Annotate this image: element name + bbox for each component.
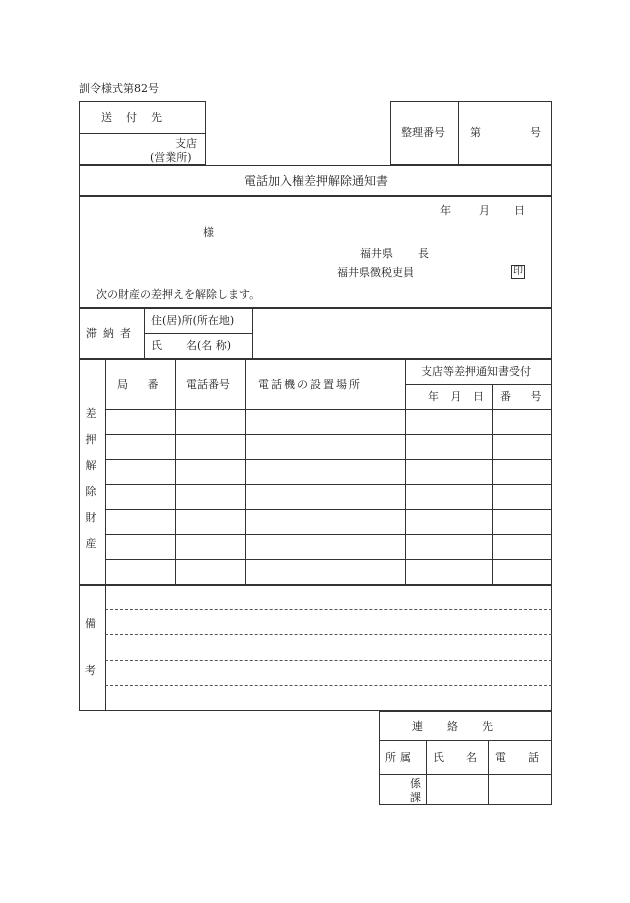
form-number: 訓令様式第82号 <box>79 82 159 95</box>
sender-label: 送付先 <box>101 111 176 124</box>
contact-name: 氏名 <box>433 751 499 764</box>
remarks-label-2: 考 <box>85 664 96 677</box>
issuer-pref: 福井県 <box>360 247 393 260</box>
branch-office-label: (営業所) <box>150 151 192 164</box>
taxpayer-label: 滞納者 <box>86 327 137 340</box>
contact-phone: 電話 <box>495 751 561 764</box>
col-receipt: 支店等差押通知書受付 <box>421 365 531 378</box>
page-title: 電話加入権差押解除通知書 <box>244 174 389 188</box>
reference-label: 整理番号 <box>401 126 445 139</box>
col-office: 局 番 <box>117 378 159 391</box>
contact-kakari: 係 <box>410 777 421 790</box>
contact-ka: 課 <box>410 791 421 804</box>
address-label: 住(居)所(所在地) <box>151 314 235 327</box>
contact-label: 連絡先 <box>412 720 517 733</box>
issuer-chief: 長 <box>418 247 429 260</box>
branch-label: 支店 <box>175 137 197 150</box>
name-label-1: 氏 <box>151 339 162 352</box>
col-receipt-number: 番 号 <box>500 390 542 403</box>
statement: 次の財産の差押えを解除します。 <box>96 288 261 301</box>
name-label-2: 名(名 称) <box>186 339 232 352</box>
date-day: 日 <box>514 204 525 217</box>
remarks-label-1: 備 <box>85 617 96 630</box>
col-phone: 電話番号 <box>186 378 230 391</box>
contact-dept: 所属 <box>385 751 415 764</box>
reference-dai: 第 <box>470 126 481 139</box>
remarks-box <box>79 584 552 711</box>
col-location: 電話機の設置場所 <box>258 378 362 391</box>
issuer-officer: 福井県徴税吏員 <box>337 266 414 279</box>
reference-go: 号 <box>530 126 541 139</box>
property-side-label: 差 押 解 除 財 産 <box>85 407 97 550</box>
date-year: 年 <box>440 204 451 217</box>
date-month: 月 <box>479 204 490 217</box>
seal-mark: 印 <box>513 266 523 277</box>
col-receipt-date: 年 月 日 <box>428 390 484 403</box>
addressee-suffix: 様 <box>203 226 214 239</box>
